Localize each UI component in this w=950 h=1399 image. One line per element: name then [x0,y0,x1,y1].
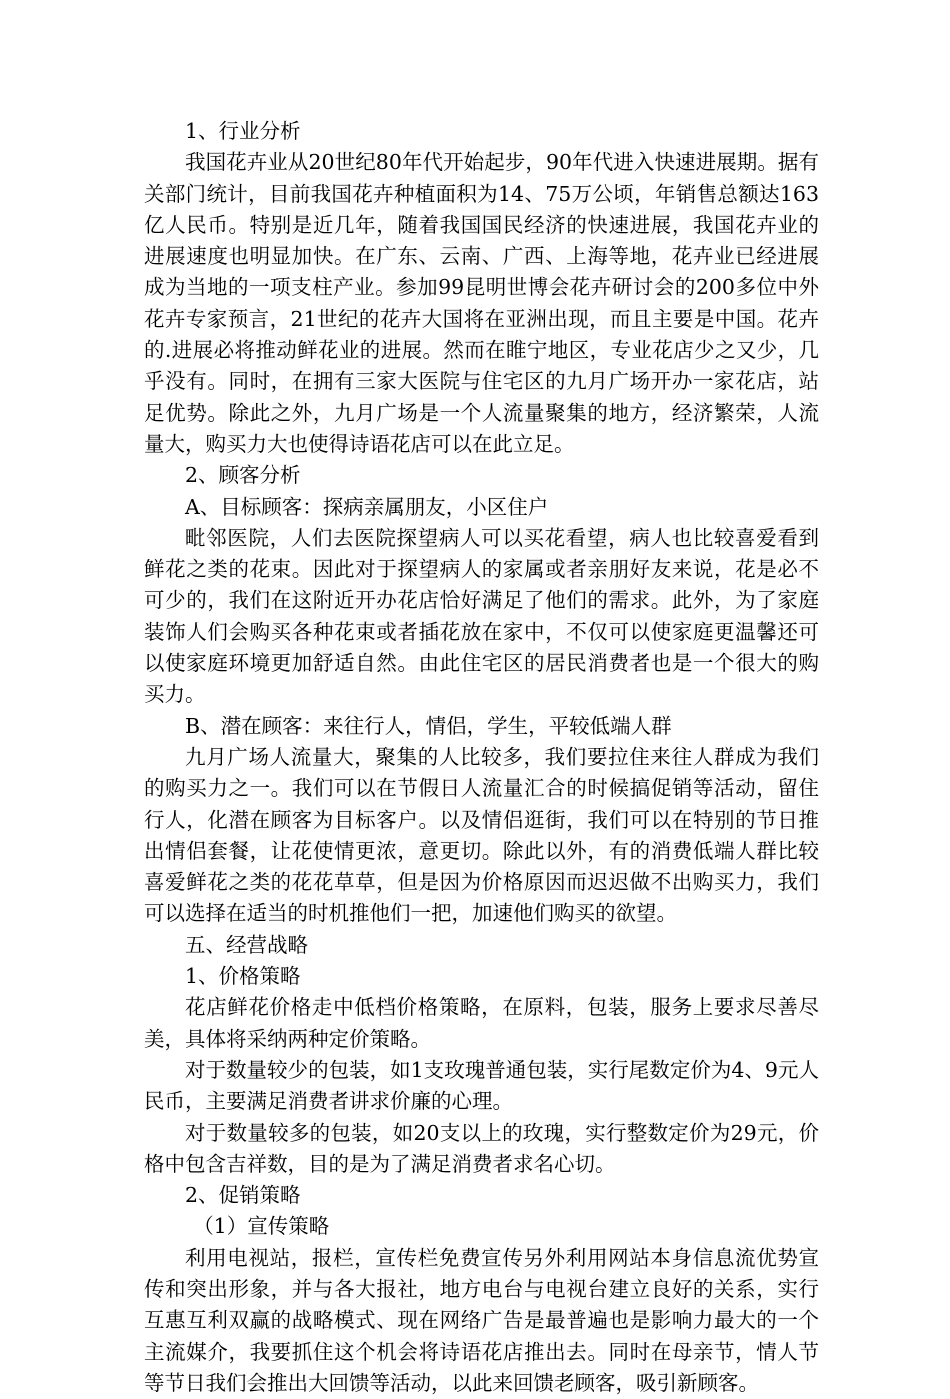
subheading-publicity-strategy: （1）宣传策略 [193,1214,330,1239]
paragraph-publicity-strategy: 利用电视站，报栏，宣传栏免费宣传另外利用网站本身信息流优势宣传和突出形象，并与各大报社，地方电台与电视台建立良好的关系，实行互惠互利双赢的战略模式、现在网络广告是最普遍也是影响力最大的一个主流媒介，我要抓住这个机会将诗语花店推出去。同时在母亲节，情人节等节日我们会推出大回馈等活动，以此来回馈老顾客，吸引新顾客。 [144,1245,819,1395]
paragraph-price-strategy: 花店鲜花价格走中低档价格策略，在原料，包装，服务上要求尽善尽美，具体将采纳两种定价策略。 [144,995,819,1051]
paragraph-round-pricing: 对于数量较多的包装，如20支以上的玫瑰，实行整数定价为29元，价格中包含吉祥数，目的是为了满足消费者求名心切。 [144,1120,819,1176]
document-body [144,116,819,1399]
subheading-target-customers: A、目标顾客：探病亲属朋友，小区住户 [185,494,549,519]
subheading-potential-customers: B、潜在顾客：来往行人，情侣，学生，平较低端人群 [185,713,672,738]
paragraph-odd-pricing: 对于数量较少的包装，如1支玫瑰普通包装，实行尾数定价为4、9元人民币，主要满足消费者讲求价廉的心理。 [144,1057,819,1114]
paragraph-target-customers: 毗邻医院，人们去医院探望病人可以买花看望，病人也比较喜爱看到鲜花之类的花束。因此对于探望病人的家属或者亲朋好友来说，花是必不可少的，我们在这附近开办花店恰好满足了他们的需求。此外，为了家庭装饰人们会购买各种花束或者插花放在家中，不仅可以使家庭更温馨还可以使家庭环境更加舒适自然。由此住宅区的居民消费者也是一个很大的购买力。 [144,525,819,707]
section-heading-business-strategy: 五、经营战略 [185,932,308,957]
paragraph-potential-customers: 九月广场人流量大，聚集的人比较多，我们要拉住来往人群成为我们的购买力之一。我们可以在节假日人流量汇合的时候搞促销等活动，留住行人，化潜在顾客为目标客户。以及情侣逛街，我们可以在特别的节日推出情侣套餐，让花使情更浓，意更切。除此以外，有的消费低端人群比较喜爱鲜花之类的花花草草，但是因为价格原因而迟迟做不出购买力，我们可以选择在适当的时机推他们一把，加速他们购买的欲望。 [144,744,819,926]
paragraph-industry-analysis: 我国花卉业从20世纪80年代开始起步，90年代进入快速进展期。据有关部门统计，目前我国花卉种植面积为14、75万公顷，年销售总额达163亿人民币。特别是近几年，随着我国国民经济的快速进展，我国花卉业的进展速度也明显加快。在广东、云南、广西、上海等地，花卉业已经进展成为当地的一项支柱产业。参加99昆明世博会花卉研讨会的200多位中外花卉专家预言，21世纪的花卉大国将在亚洲出现，而且主要是中国。花卉的.进展必将推动鲜花业的进展。然而在睢宁地区，专业花店少之又少，几乎没有。同时，在拥有三家大医院与住宅区的九月广场开办一家花店，站足优势。除此之外，九月广场是一个人流量聚集的地方，经济繁荣，人流量大，购买力大也使得诗语花店可以在此立足。 [144,150,819,456]
subheading-price-strategy: 1、价格策略 [185,964,301,989]
subheading-promotion-strategy: 2、促销策略 [185,1183,301,1208]
section-heading-industry-analysis: 1、行业分析 [185,119,301,143]
section-heading-customer-analysis: 2、顾客分析 [185,463,301,488]
